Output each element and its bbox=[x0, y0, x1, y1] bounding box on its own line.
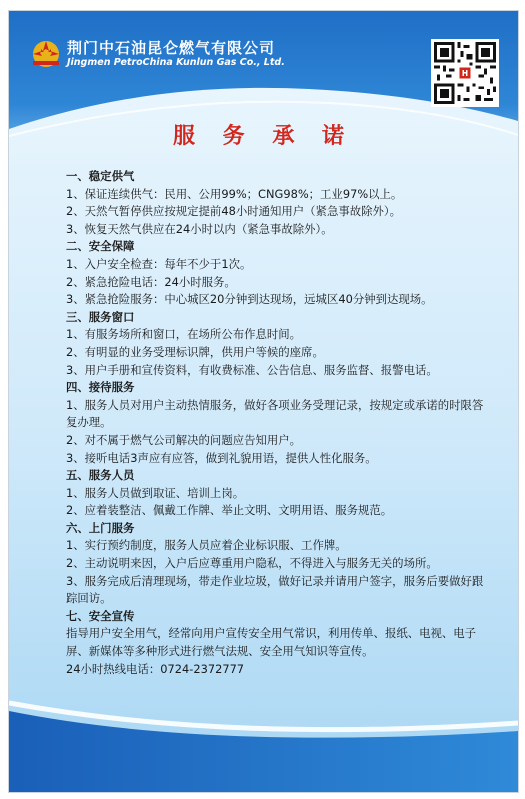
section-item: 2、天然气暂停供应按规定提前48小时通知用户（紧急事故除外）。 bbox=[66, 204, 401, 219]
section-item: 3、紧急抢险服务：中心城区20分钟到达现场，远城区40分钟到达现场。 bbox=[66, 292, 433, 307]
company-name-cn: 荆门中石油昆仑燃气有限公司 bbox=[67, 39, 276, 57]
section-heading: 四、接待服务 bbox=[66, 380, 135, 395]
section-heading: 七、安全宣传 bbox=[66, 608, 135, 623]
section-item: 指导用户安全用气，经常向用户宣传安全用气常识，利用传单、报纸、电视、电子屏、新媒体等多种形式进行燃气法规、安全用气知识等宣传。 bbox=[66, 626, 477, 659]
section-item: 2、对不属于燃气公司解决的问题应告知用户。 bbox=[66, 432, 302, 447]
section-item: 3、恢复天然气供应在24小时以内（紧急事故除外）。 bbox=[66, 221, 333, 236]
section-item: 2、有明显的业务受理标识牌，供用户等候的座席。 bbox=[66, 344, 324, 359]
section-item: 1、服务人员对用户主动热情服务，做好各项业务受理记录，按规定或承诺的时限答复办理。 bbox=[66, 397, 484, 430]
service-commitment-content bbox=[66, 168, 486, 678]
section-item: 1、保证连续供气：民用、公用99%；CNG98%；工业97%以上。 bbox=[66, 186, 403, 201]
section-item: 3、服务完成后清理现场，带走作业垃圾，做好记录并请用户签字，服务后要做好跟踪回访。 bbox=[66, 573, 484, 606]
section-heading: 六、上门服务 bbox=[66, 520, 135, 535]
section-item: 24小时热线电话：0724-2372777 bbox=[66, 661, 245, 676]
section-item: 2、主动说明来因，入户后应尊重用户隐私，不得进入与服务无关的场所。 bbox=[66, 556, 438, 571]
poster bbox=[8, 10, 519, 793]
section-item: 3、用户手册和宣传资料，有收费标准、公告信息、服务监督、报警电话。 bbox=[66, 362, 438, 377]
company-name-en: Jingmen PetroChina Kunlun Gas Co., Ltd. bbox=[67, 57, 285, 68]
section-item: 1、有服务场所和窗口，在场所公布作息时间。 bbox=[66, 327, 302, 342]
section-item: 2、紧急抢险电话：24小时服务。 bbox=[66, 274, 236, 289]
section-item: 2、应着装整洁、佩戴工作牌、举止文明、文明用语、服务规范。 bbox=[66, 503, 393, 518]
page-title: 服 务 承 诺 bbox=[173, 124, 354, 149]
section-heading: 二、安全保障 bbox=[66, 239, 135, 254]
section-item: 1、服务人员做到取证、培训上岗。 bbox=[66, 485, 245, 500]
section-item: 1、实行预约制度，服务人员应着企业标识服、工作牌。 bbox=[66, 538, 347, 553]
section-heading: 一、稳定供气 bbox=[66, 169, 135, 183]
petrochina-logo-icon bbox=[29, 37, 63, 67]
section-heading: 三、服务窗口 bbox=[66, 309, 135, 324]
section-heading: 五、服务人员 bbox=[66, 468, 135, 483]
header bbox=[9, 11, 518, 121]
section-item: 1、入户安全检查：每年不少于1次。 bbox=[66, 256, 252, 271]
section-item: 3、接听电话3声应有应答，做到礼貌用语，提供人性化服务。 bbox=[66, 450, 377, 465]
qr-code-icon bbox=[431, 39, 499, 107]
